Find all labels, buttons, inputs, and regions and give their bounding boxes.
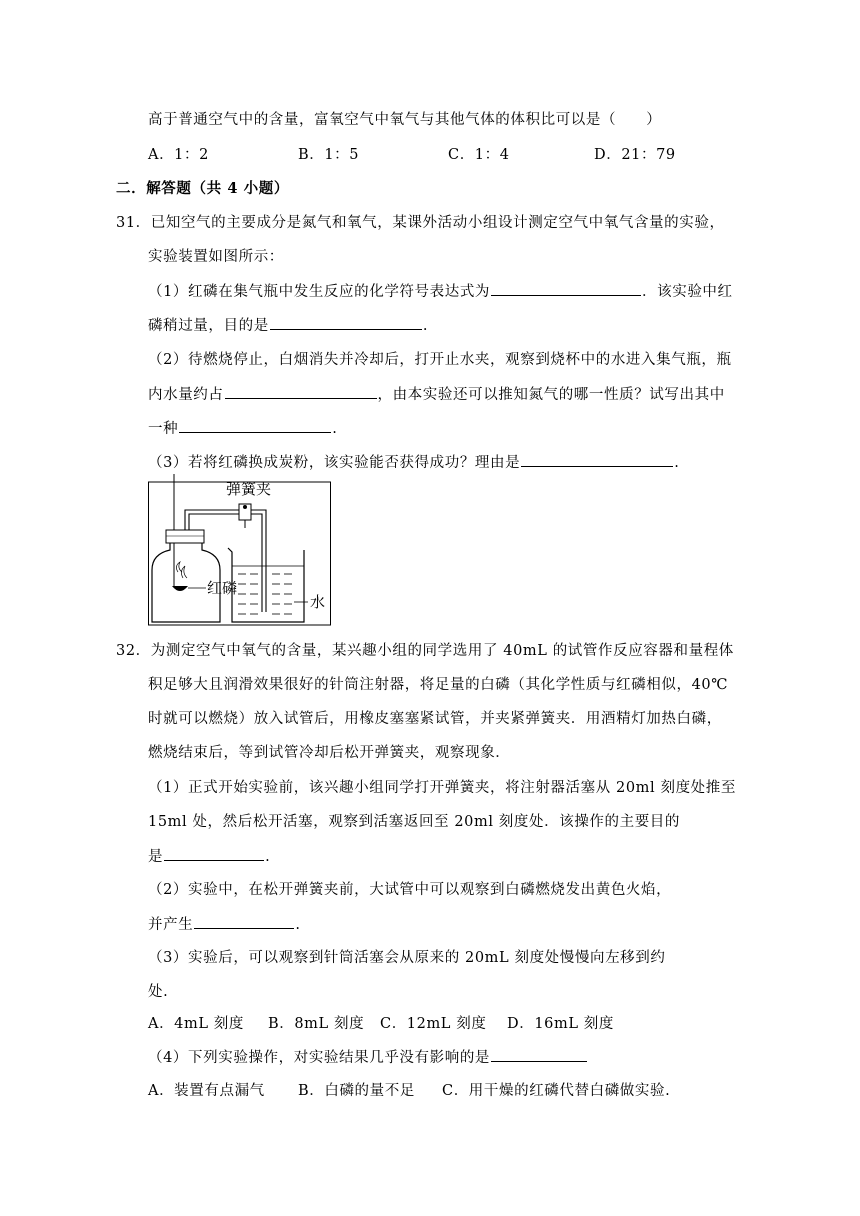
answer-blank[interactable]	[270, 315, 422, 330]
q31-part2-line3	[148, 418, 337, 439]
q31-part3-period: .	[674, 455, 680, 471]
q32-part2-line1: （2）实验中，在松开弹簧夹前，大试管中可以观察到白磷燃烧发出黄色火焰，	[148, 882, 672, 898]
q31-part2-period: .	[332, 421, 338, 437]
q32-part3-option-b: B．8mL 刻度	[268, 1016, 365, 1032]
q31-part2-text2: ，由本实验还可以推知氮气的哪一性质？试写出其中	[377, 387, 725, 403]
q32-part3-option-a: A．4mL 刻度	[148, 1016, 244, 1032]
q32-part2-period: .	[295, 917, 301, 933]
q32-part3-option-d: D．16mL 刻度	[507, 1016, 614, 1032]
q31-stem-line2: 实验装置如图所示：	[148, 249, 284, 265]
q32-part1-period: .	[265, 849, 271, 865]
q32-stem-line2: 积足够大且润滑效果很好的针筒注射器，将足量的白磷（其化学性质与红磷相似，40℃	[148, 677, 729, 693]
q31-part1-line2	[148, 315, 428, 336]
q31-part2-line1: （2）待燃烧停止，白烟消失并冷却后，打开止水夹，观察到烧杯中的水进入集气瓶，瓶	[148, 352, 732, 368]
q32-stem-line3: 时就可以燃烧）放入试管后，用橡皮塞塞紧试管，并夹紧弹簧夹．用酒精灯加热白磷，	[148, 711, 722, 727]
stopper	[166, 530, 204, 543]
q32-part1-line1: （1）正式开始实验前，该兴趣小组同学打开弹簧夹，将注射器活塞从 20ml 刻度处推至	[148, 780, 736, 796]
answer-blank[interactable]	[491, 281, 641, 296]
q32-part1-line3	[148, 846, 270, 867]
q32-part1-line2: 15ml 处，然后松开活塞，观察到活塞返回至 20ml 刻度处．该操作的主要目的	[148, 814, 680, 830]
q32-part2-line2	[148, 914, 301, 935]
apparatus-figure	[148, 474, 348, 626]
section-heading: 二．解答题（共 4 小题）	[116, 180, 289, 197]
q32-part3-option-c: C．12mL 刻度	[380, 1016, 487, 1032]
q32-part4-option-b: B．白磷的量不足	[298, 1083, 415, 1099]
answer-blank[interactable]	[225, 384, 377, 399]
label-water: 水	[310, 593, 326, 611]
label-spring-clip: 弹簧夹	[226, 480, 272, 498]
q31-part1-line1	[148, 281, 733, 302]
answer-blank[interactable]	[164, 846, 264, 861]
q30-option-b: B．1：5	[298, 147, 360, 163]
q32-stem-line4: 燃烧结束后，等到试管冷却后松开弹簧夹，观察现象．	[148, 745, 511, 761]
q31-part2-line2	[148, 384, 725, 405]
q32-part4-text: （4）下列实验操作，对实验结果几乎没有影响的是	[148, 1050, 491, 1066]
label-red-phosphorus: 红磷	[207, 579, 238, 597]
q32-part3-line1: （3）实验后，可以观察到针筒活塞会从原来的 20mL 刻度处慢慢向左移到约	[148, 950, 666, 966]
answer-blank[interactable]	[521, 452, 673, 467]
q31-part1-period: .	[422, 318, 429, 334]
q31-part2-text3: 一种	[148, 421, 179, 437]
answer-blank[interactable]	[491, 1047, 587, 1062]
answer-blank[interactable]	[179, 418, 331, 433]
q31-part1-text: （1）红磷在集气瓶中发生反应的化学符号表达式为	[148, 284, 491, 300]
q31-part1-text2: ．该实验中红	[642, 284, 733, 300]
q30-stem-line: 高于普通空气中的含量，富氧空气中氧气与其他气体的体积比可以是（ ）	[148, 112, 662, 128]
q32-part2-text: 并产生	[148, 917, 194, 933]
q31-part3-line	[148, 452, 679, 473]
q30-option-a: A．1：2	[148, 147, 209, 163]
q31-part3-text: （3）若将红磷换成炭粉，该实验能否获得成功？理由是	[148, 455, 521, 471]
q31-part1-text3: 磷稍过量，目的是	[148, 318, 269, 334]
q32-part4-option-c: C．用干燥的红磷代替白磷做实验.	[442, 1083, 671, 1099]
q32-part4-option-a: A．装置有点漏气	[148, 1083, 265, 1099]
q32-part3-line2: 处.	[148, 984, 169, 1000]
answer-blank[interactable]	[194, 914, 294, 929]
q32-stem-line1: 32．为测定空气中氧气的含量，某兴趣小组的同学选用了 40mL 的试管作反应容器和量程体	[116, 643, 734, 659]
q32-part4-line	[148, 1047, 588, 1068]
q30-option-c: C．1：4	[448, 147, 510, 163]
q32-part1-text: 是	[148, 849, 164, 865]
figure-frame	[149, 482, 331, 625]
q31-stem-line1: 31．已知空气的主要成分是氮气和氧气，某课外活动小组设计测定空气中氧气含量的实验，	[116, 215, 725, 231]
q31-part2-text: 内水量约占	[148, 387, 224, 403]
q30-option-d: D．21：79	[594, 147, 676, 163]
